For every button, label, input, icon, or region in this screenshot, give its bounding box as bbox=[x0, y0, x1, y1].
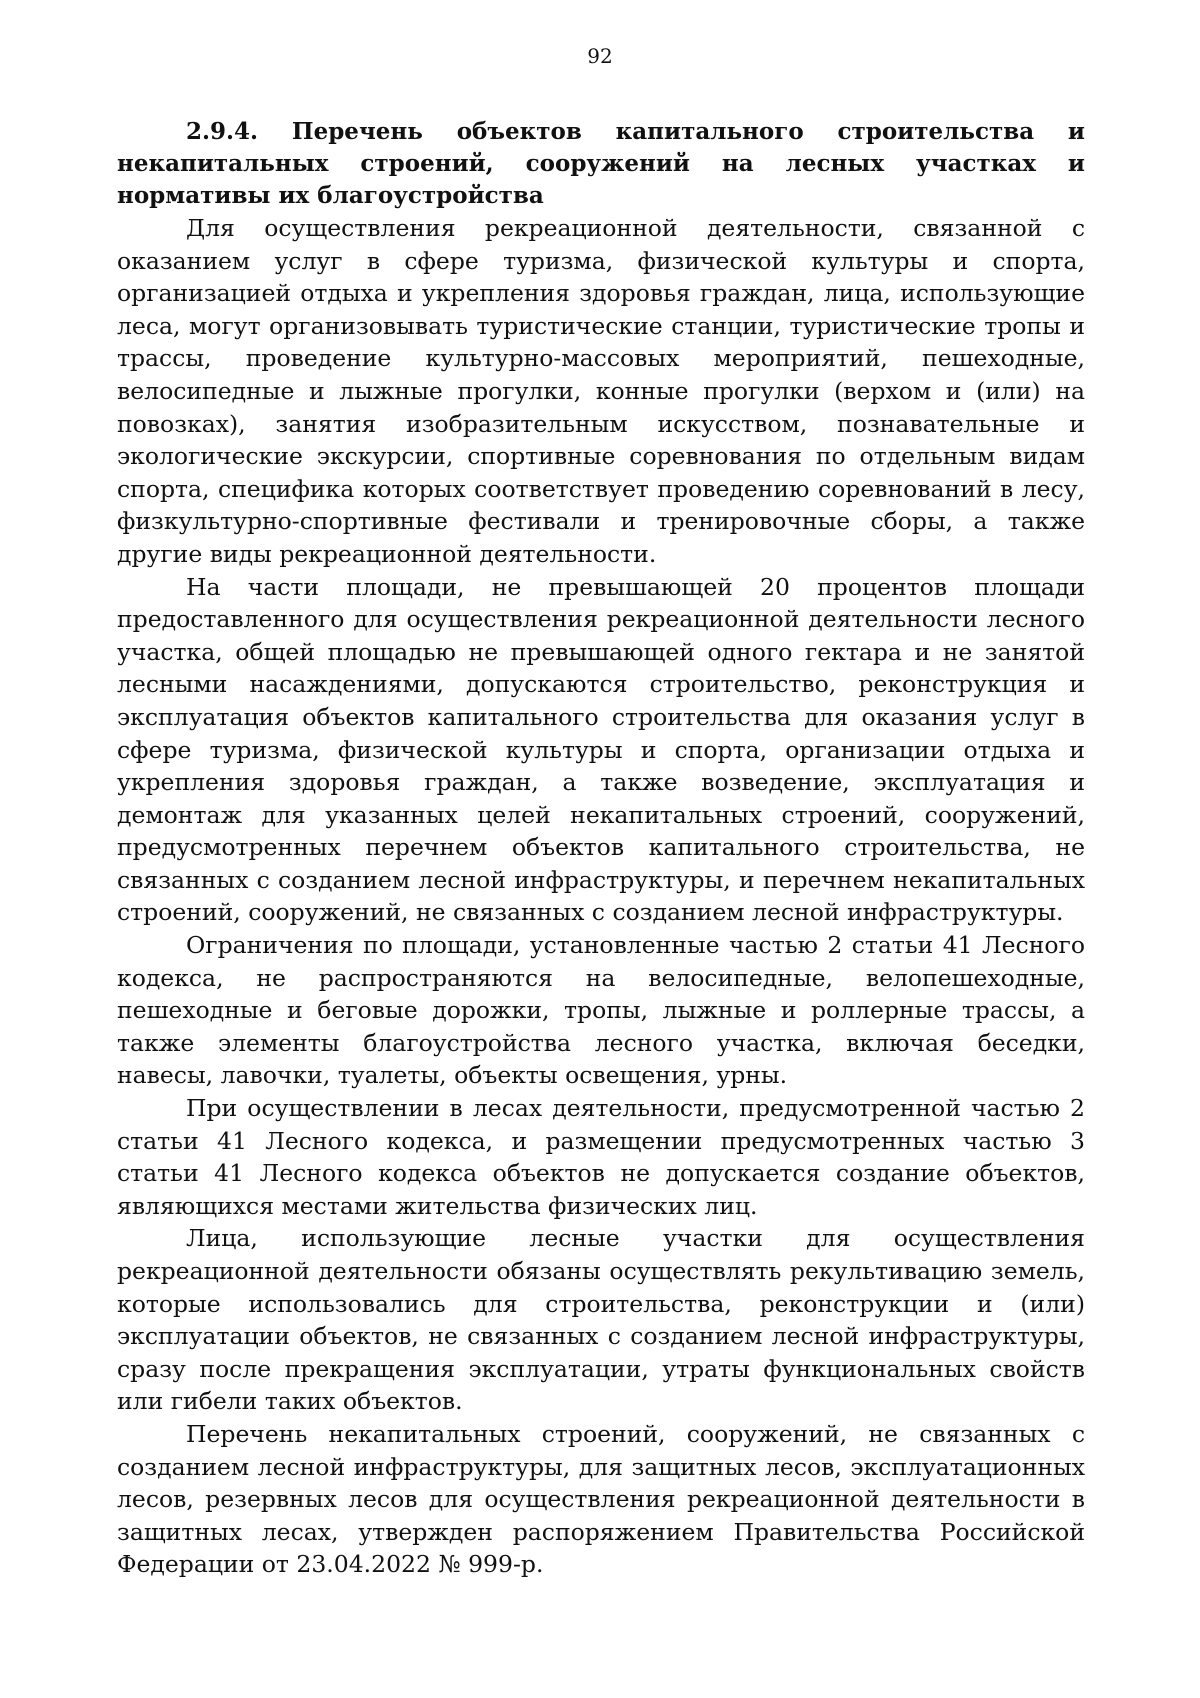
paragraph-recreation-activities: Для осуществления рекреационной деятельности, связанной с оказанием услуг в сфере туризма, физической культуры и спорта, организацией отдыха и укрепления здоровья граждан, лица, использующие леса, могут организовывать туристические станции, туристические тропы и трассы, проведение культурно-массовых мероприятий, пешеходные, велосипедные и лыжные прогулки, конные прогулки (верхом и (или) на повозках), занятия изобразительным искусством, познавательные и экологические экскурсии, спортивные соревнования по отдельным видам спорта, специфика которых соответствует проведению соревнований в лесу, физкультурно-спортивные фестивали и тренировочные сборы, а также другие виды рекреационной деятельности. bbox=[117, 214, 1085, 568]
paragraph-area-exceptions: Ограничения по площади, установленные частью 2 статьи 41 Лесного кодекса, не распространяются на велосипедные, велопешеходные, пешеходные и беговые дорожки, тропы, лыжные и роллерные трассы, а также элементы благоустройства лесного участка, включая беседки, навесы, лавочки, туалеты, объекты освещения, урны. bbox=[117, 931, 1085, 1090]
paragraph-area-limits: На части площади, не превышающей 20 процентов площади предоставленного для осуществления рекреационной деятельности лесного участка, общей площадью не превышающей одного гектара и не занятой лесными насаждениями, допускаются строительство, реконструкция и эксплуатация объектов капитального строительства для оказания услуг в сфере туризма, физической культуры и спорта, организации отдыха и укрепления здоровья граждан, а также возведение, эксплуатация и демонтаж для указанных целей некапитальных строений, сооружений, предусмотренных перечнем объектов капитального строительства, не связанных с созданием лесной инфраструктуры, и перечнем некапитальных строений, сооружений, не связанных с созданием лесной инфраструктуры. bbox=[117, 572, 1085, 927]
section-heading: 2.9.4. Перечень объектов капитального строительства и некапитальных строений, сооружений на лесных участках и нормативы их благоустройства bbox=[117, 118, 1085, 209]
paragraph-residence-prohibition: При осуществлении в лесах деятельности, предусмотренной частью 2 статьи 41 Лесного кодекса, и размещении предусмотренных частью 3 статьи 41 Лесного кодекса объектов не допускается создание объектов, являющихся местами жительства физических лиц. bbox=[117, 1094, 1085, 1220]
page-number: 92 bbox=[587, 44, 613, 68]
document-body bbox=[117, 116, 1085, 1581]
paragraph-government-order: Перечень некапитальных строений, сооружений, не связанных с созданием лесной инфраструктуры, для защитных лесов, эксплуатационных лесов, резервных лесов для осуществления рекреационной деятельности в защитных лесах, утвержден распоряжением Правительства Российской Федерации от 23.04.2022 № 999-р. bbox=[117, 1419, 1085, 1579]
paragraph-recultivation: Лица, использующие лесные участки для осуществления рекреационной деятельности обязаны осуществлять рекультивацию земель, которые использовались для строительства, реконструкции и (или) эксплуатации объектов, не связанных с созданием лесной инфраструктуры, сразу после прекращения эксплуатации, утраты функциональных свойств или гибели таких объектов. bbox=[117, 1224, 1085, 1416]
